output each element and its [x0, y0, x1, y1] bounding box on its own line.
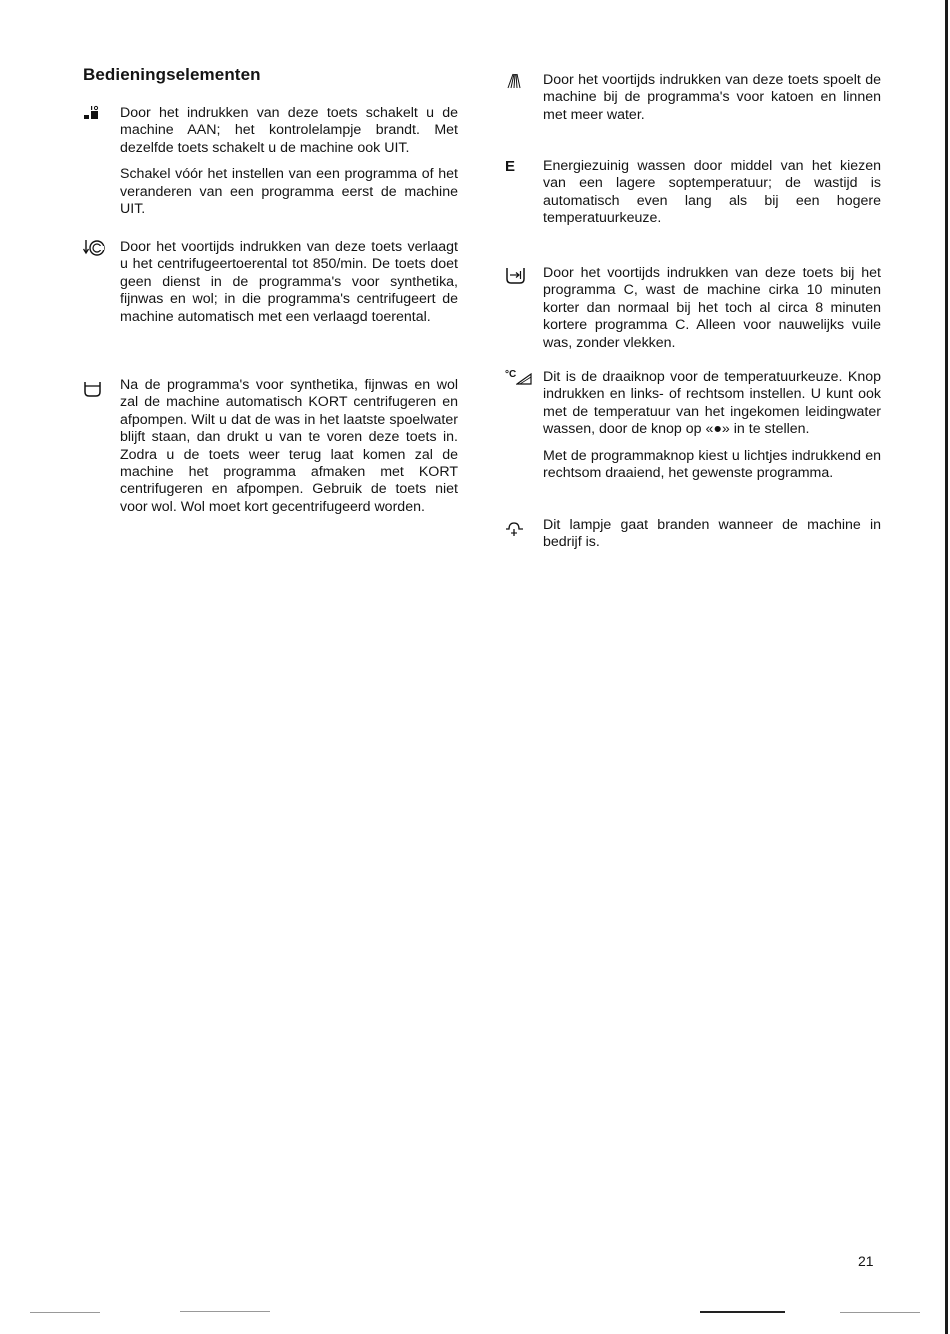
paragraph: Na de programma's voor synthetika, fijnwas en wol zal de machine automatisch KORT centrifugeren en afpompen. Wilt u dat de was in het laatste spoelwater blijft staan, dan drukt u van te voren deze toets in. Zodra u de toets weer terug laat komen zal de machine het programma afmaken met KORT centrifugeren en afpompen. Gebruik de toets niet voor wol. Wol moet kort gecentrifugeerd worden. [120, 377, 458, 515]
paragraph: Door het indrukken van deze toets schakelt u de machine AAN; het kontrolelampje brandt. Met dezelfde toets schakelt u de machine ook UIT. [120, 105, 458, 156]
short-program-icon [505, 267, 535, 287]
rinse-hold-icon [83, 381, 113, 401]
page-number: 21 [858, 1253, 874, 1269]
scan-artifact-line [840, 1312, 920, 1313]
page-title: Bedieningselementen [83, 65, 261, 84]
extra-rinse-icon [505, 72, 535, 92]
temperature-knob-icon [505, 369, 535, 389]
reduced-spin-icon [83, 239, 113, 259]
paragraph: Dit is de draaiknop voor de temperatuurkeuze. Knop indrukken en links- of rechtsom instellen. U kunt ook met de temperatuur van het ingekomen leidingwater wassen, door de knop op «●» in te stellen. [543, 369, 881, 438]
paragraph: Schakel vóór het instellen van een programma of het veranderen van een programma eerst de machine UIT. [120, 166, 458, 218]
scan-artifact-line [30, 1312, 100, 1313]
page-edge-line [945, 0, 948, 1334]
paragraph: Energiezuinig wassen door middel van het kiezen van een lagere soptemperatuur; de wastijd is automatisch even lang als bij een hogere temperatuurkeuze. [543, 158, 881, 227]
paragraph: Door het voortijds indrukken van deze toets spoelt de machine bij de programma's voor katoen en linnen met meer water. [543, 72, 881, 123]
paragraph: Met de programmaknop kiest u lichtjes indrukkend en rechtsom draaiend, het gewenste programma. [543, 447, 881, 482]
paragraph: Door het voortijds indrukken van deze toets bij het programma C, wast de machine cirka 10 minuten korter dan normaal bij het toch al circa 8 minuten kortere programma C. Alleen voor nauwelijks vuile was, zonder vlekken. [543, 265, 881, 351]
power-button-icon [83, 105, 113, 125]
temperature-unit-label: °C [505, 369, 517, 380]
operation-lamp-icon [505, 521, 535, 541]
paragraph: Dit lampje gaat branden wanneer de machine in bedrijf is. [543, 517, 881, 551]
scan-artifact-line [180, 1311, 270, 1312]
scan-artifact-line [700, 1311, 785, 1313]
energy-saving-icon: E [505, 158, 516, 175]
paragraph: Door het voortijds indrukken van deze toets verlaagt u het centrifugeertoerental tot 850/min. De toets doet geen dienst in de programma's voor synthetika, fijnwas en wol; in die programma's centrifugeert de machine automatisch met een verlaagd toerental. [120, 239, 458, 325]
